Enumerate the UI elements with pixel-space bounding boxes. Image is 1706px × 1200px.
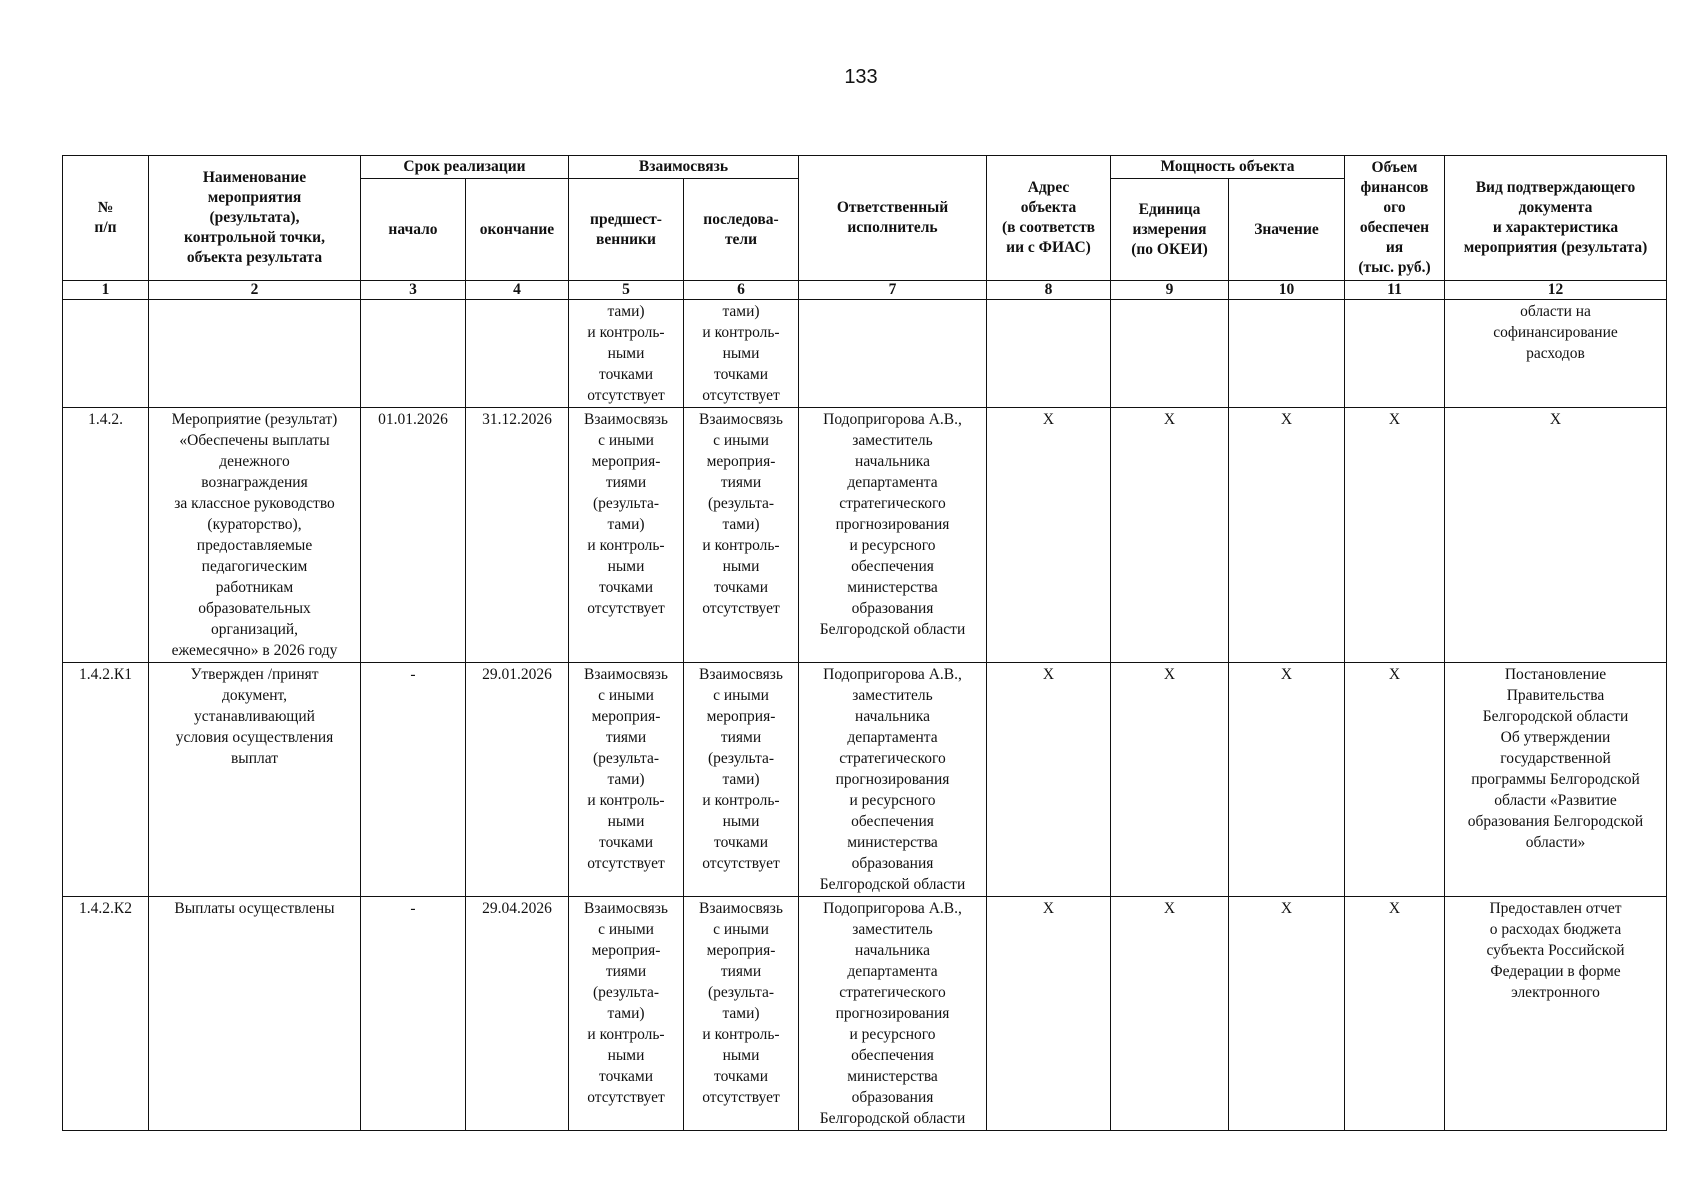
table-row bbox=[63, 663, 1667, 897]
address-cell: Х bbox=[987, 408, 1111, 663]
header-successors: последова- тели bbox=[684, 179, 799, 281]
column-number: 2 bbox=[149, 281, 361, 300]
table-cell bbox=[149, 300, 361, 408]
header-unit: Единица измерения (по ОКЕИ) bbox=[1111, 179, 1229, 281]
successors-cell: Взаимосвязь с иными мероприя- тиями (результа- тами) и контроль- ными точками отсутствует bbox=[684, 408, 799, 663]
address-cell: Х bbox=[987, 897, 1111, 1131]
header-end: окончание bbox=[466, 179, 569, 281]
column-number: 5 bbox=[569, 281, 684, 300]
predecessors-cell: Взаимосвязь с иными мероприя- тиями (результа- тами) и контроль- ными точками отсутствует bbox=[569, 897, 684, 1131]
end-date-cell: 29.01.2026 bbox=[466, 663, 569, 897]
column-number: 6 bbox=[684, 281, 799, 300]
funding-cell: Х bbox=[1345, 663, 1445, 897]
header-num: № п/п bbox=[63, 156, 149, 281]
row-name-cell: Мероприятие (результат) «Обеспечены выплаты денежного вознаграждения за классное руководство (кураторство), предоставляемые педагогическим работникам образовательных организаций, ежемесячно» в 2026 году bbox=[149, 408, 361, 663]
unit-cell: Х bbox=[1111, 663, 1229, 897]
unit-cell: Х bbox=[1111, 408, 1229, 663]
start-date-cell: - bbox=[361, 663, 466, 897]
plan-table bbox=[62, 155, 1667, 1131]
value-cell: Х bbox=[1229, 897, 1345, 1131]
table-cell bbox=[987, 300, 1111, 408]
column-numbers-row bbox=[63, 281, 1667, 300]
header-relation: Взаимосвязь bbox=[569, 156, 799, 179]
predecessors-cell: Взаимосвязь с иными мероприя- тиями (результа- тами) и контроль- ными точками отсутствует bbox=[569, 663, 684, 897]
header-capacity: Мощность объекта bbox=[1111, 156, 1345, 179]
row-number-cell: 1.4.2.К2 bbox=[63, 897, 149, 1131]
page-number: 133 bbox=[844, 66, 878, 88]
start-date-cell: - bbox=[361, 897, 466, 1131]
predecessors-cell: Взаимосвязь с иными мероприя- тиями (результа- тами) и контроль- ными точками отсутствует bbox=[569, 408, 684, 663]
header-address: Адрес объекта (в соответств ии с ФИАС) bbox=[987, 156, 1111, 281]
header-responsible: Ответственный исполнитель bbox=[799, 156, 987, 281]
header-period: Срок реализации bbox=[361, 156, 569, 179]
end-date-cell: 29.04.2026 bbox=[466, 897, 569, 1131]
table-cell bbox=[466, 300, 569, 408]
header-doc-type: Вид подтверждающего документа и характеристика мероприятия (результата) bbox=[1445, 156, 1667, 281]
row-number-cell: 1.4.2. bbox=[63, 408, 149, 663]
start-date-cell: 01.01.2026 bbox=[361, 408, 466, 663]
value-cell: Х bbox=[1229, 663, 1345, 897]
doc-type-cell: Постановление Правительства Белгородской области Об утверждении государственной программы Белгородской области «Развитие образования Белгородской области» bbox=[1445, 663, 1667, 897]
row-name-cell: Утвержден /принят документ, устанавливающий условия осуществления выплат bbox=[149, 663, 361, 897]
header-row-1 bbox=[63, 156, 1667, 179]
funding-cell: Х bbox=[1345, 408, 1445, 663]
doc-type-cell: области на софинансирование расходов bbox=[1445, 300, 1667, 408]
table-cell bbox=[799, 300, 987, 408]
responsible-cell: Подопригорова А.В., заместитель начальника департамента стратегического прогнозирования и ресурсного обеспечения министерства образования Белгородской области bbox=[799, 897, 987, 1131]
responsible-cell: Подопригорова А.В., заместитель начальника департамента стратегического прогнозирования и ресурсного обеспечения министерства образования Белгородской области bbox=[799, 663, 987, 897]
table-cell bbox=[63, 300, 149, 408]
header-predecessors: предшест- венники bbox=[569, 179, 684, 281]
continuation-row bbox=[63, 300, 1667, 408]
successors-cell: Взаимосвязь с иными мероприя- тиями (результа- тами) и контроль- ными точками отсутствует bbox=[684, 897, 799, 1131]
column-number: 4 bbox=[466, 281, 569, 300]
table-cell bbox=[1345, 300, 1445, 408]
funding-cell: Х bbox=[1345, 897, 1445, 1131]
column-number: 11 bbox=[1345, 281, 1445, 300]
predecessors-cell: тами) и контроль- ными точками отсутствует bbox=[569, 300, 684, 408]
table-cell bbox=[1229, 300, 1345, 408]
column-number: 3 bbox=[361, 281, 466, 300]
responsible-cell: Подопригорова А.В., заместитель начальника департамента стратегического прогнозирования и ресурсного обеспечения министерства образования Белгородской области bbox=[799, 408, 987, 663]
value-cell: Х bbox=[1229, 408, 1345, 663]
row-number-cell: 1.4.2.К1 bbox=[63, 663, 149, 897]
table-cell bbox=[361, 300, 466, 408]
doc-type-cell: Предоставлен отчет о расходах бюджета субъекта Российской Федерации в форме электронного bbox=[1445, 897, 1667, 1131]
address-cell: Х bbox=[987, 663, 1111, 897]
header-start: начало bbox=[361, 179, 466, 281]
end-date-cell: 31.12.2026 bbox=[466, 408, 569, 663]
column-number: 12 bbox=[1445, 281, 1667, 300]
header-funding: Объем финансов ого обеспечен ия (тыс. руб.) bbox=[1345, 156, 1445, 281]
unit-cell: Х bbox=[1111, 897, 1229, 1131]
column-number: 1 bbox=[63, 281, 149, 300]
column-number: 9 bbox=[1111, 281, 1229, 300]
table-row bbox=[63, 408, 1667, 663]
column-number: 8 bbox=[987, 281, 1111, 300]
header-value: Значение bbox=[1229, 179, 1345, 281]
table-cell bbox=[1111, 300, 1229, 408]
row-name-cell: Выплаты осуществлены bbox=[149, 897, 361, 1131]
table-row bbox=[63, 897, 1667, 1131]
column-number: 10 bbox=[1229, 281, 1345, 300]
doc-type-cell: Х bbox=[1445, 408, 1667, 663]
header-name: Наименование мероприятия (результата), контрольной точки, объекта результата bbox=[149, 156, 361, 281]
column-number: 7 bbox=[799, 281, 987, 300]
successors-cell: тами) и контроль- ными точками отсутствует bbox=[684, 300, 799, 408]
successors-cell: Взаимосвязь с иными мероприя- тиями (результа- тами) и контроль- ными точками отсутствует bbox=[684, 663, 799, 897]
